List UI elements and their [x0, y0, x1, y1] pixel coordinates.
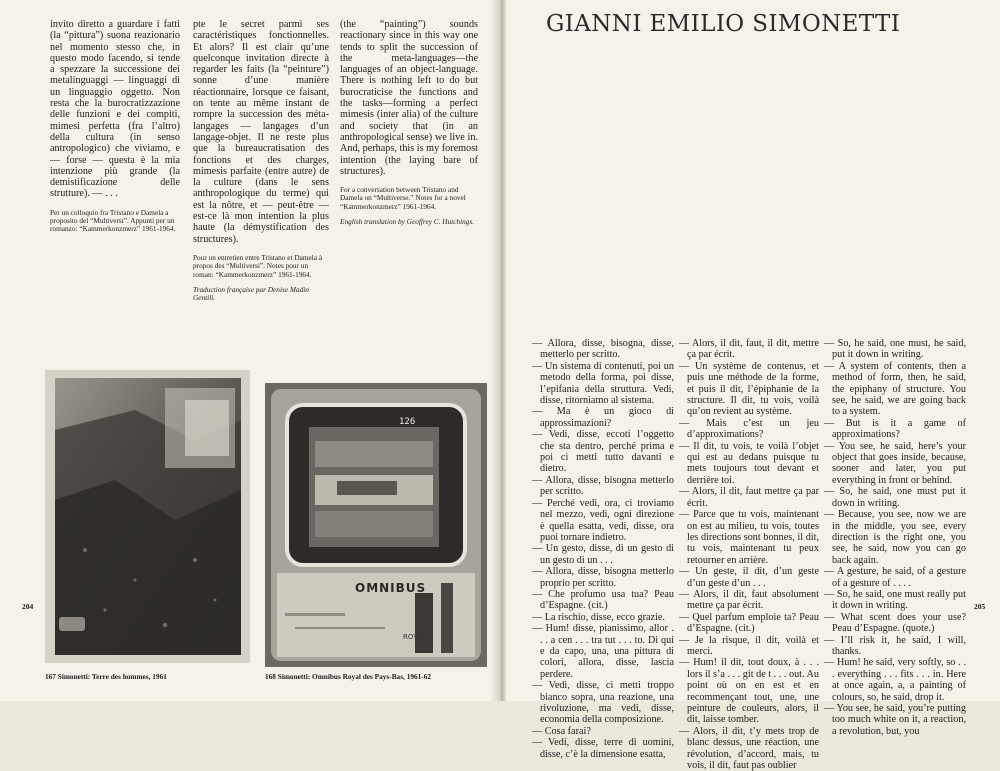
- dialogue-line: — Un système de contenus, et puis une méthode de la forme, et puis il dit, l’épiphanie de la structure. Il dit, tu vois, voilà qu’on revient au système.: [679, 360, 819, 418]
- english-text-column: [340, 19, 478, 226]
- dialogue-line: — A gesture, he said, of a gesture of a gesture of . . . .: [824, 566, 966, 589]
- dialogue-line: — Hum! disse, pianissimo, allor . . . a cen . . . tra tut . . . to. Di qui e da capo, una, una pittura di colori, allora, disse, lascia perdere.: [532, 623, 674, 680]
- dialogue-line: — Il dit, tu vois, te voilà l’objet qui est au dedans puisque tu mets toujours tout devant et derrière toi.: [679, 440, 819, 486]
- dialogue-line: — Allora, disse, bisogna, disse, metterlo per scritto.: [532, 338, 674, 361]
- italian-body: invito diretto a guardare i fatti (la “pittura”) suona reazionario nel momento stesso che, in questo modo facendo, si tende a spezzare la successione dei metalinguaggi — linguaggi di un linguaggio oggetto. Non resta che la burocratizzazione delle funzioni e dei compiti, mimesi perfetta (fra l’altro) della cultura (in senso antropologico) che viviamo, e — forse — questa è la mia intenzione più grande (la demistificazione delle strutture). — . . .: [50, 19, 180, 200]
- english-translation-credit: English translation by Geoffrey C. Hutchings.: [340, 217, 475, 227]
- dialogue-line: — Cosa farai?: [532, 725, 591, 737]
- english-dialogue-column: [824, 338, 966, 737]
- artwork-omnibus-royal: [265, 383, 487, 667]
- dialogue-line: — Vedi, disse, terre di uomini, disse, c’è la dimensione esatta,: [532, 737, 674, 760]
- artist-title: GIANNI EMILIO SIMONETTI: [546, 11, 901, 37]
- italian-note: Per un colloquio fra Tristano e Damela a proposito del “Multiversi”. Appunti per un romanzo: “Kammerkonzmerz” 1961-1964.: [50, 207, 176, 234]
- dialogue-line: — So, he said, one must, he said, put it down in writing.: [824, 338, 966, 361]
- french-translation-credit: Traduction française par Denise Madin Gentili.: [193, 284, 309, 303]
- dialogue-line: — Perché vedi, ora, ci troviamo nel mezzo, vedi, ogni direzione è quella esatta, vedi, disse, ora puoi tornare indietro.: [532, 497, 674, 543]
- dialogue-line: — Allora, disse, bisogna metterlo per scritto.: [532, 474, 674, 498]
- english-note: For a conversation between Tristano and Damela on “Multiverse.” Notes for a novel “Kammerkonzmerz” 1961-1964.: [340, 185, 466, 211]
- artwork-royal-lettering: ROYAL: [403, 633, 426, 641]
- dialogue-line: — La rischio, disse, ecco grazie.: [532, 611, 665, 623]
- dialogue-line: — Allora, disse, bisogna metterlo proprio per scritto.: [532, 566, 674, 589]
- dialogue-line: — A system of contents, then a method of form, then, he said, the epiphany of structure. You see, he said, we are going back to a system.: [824, 360, 966, 418]
- dialogue-line: — What scent does your use? Peau d’Espagne. (quote.): [824, 611, 966, 635]
- page-number-left: 204: [22, 602, 34, 611]
- dialogue-line: — Alors, il dit, t’y mets trop de blanc dessus, une réaction, une révolution, d’accord, mais, tu vois, il dit, faut pas oublier: [679, 725, 819, 771]
- dialogue-line: — Un geste, il dit, d’un geste d’un geste d’un . . .: [679, 566, 819, 589]
- dialogue-line: — Alors, il dit, faut mettre ça par écrit.: [679, 486, 819, 509]
- dialogue-line: — You see, he said, here’s your object that goes inside, because, sooner and later, you put everything in front or behind.: [824, 440, 966, 486]
- dialogue-line: — I’ll risk it, he said, I will, thanks.: [824, 634, 966, 657]
- dialogue-line: — Alors, il dit, faut, il dit, mettre ça par écrit.: [679, 338, 819, 361]
- caption-artwork-167: 167 Simonetti: Terre des hommes, 1961: [45, 672, 167, 681]
- dialogue-line: — But is it a game of approximations?: [824, 417, 966, 441]
- dialogue-line: — Je la risque, il dit, voilà et merci.: [679, 634, 819, 657]
- dialogue-line: — Hum! il dit, tout doux, à . . . lors il s’a . . . git de t . . . out. Au point où on en est et en recommençant tout, une, une peinture de couleurs, alors, il dit, laisse tomber.: [679, 657, 819, 726]
- dialogue-line: — Un gesto, disse, di un gesto di un gesto di un . . .: [532, 543, 674, 566]
- french-body: pte le secret parmi ses caractéristiques fonctionnelles. Et alors? Il est clair qu’une quelconque invitation directe à regarder les faits (la “peinture”) sonne d’une manière réactionnaire, lorsque ce faisant, on tente au même instant de rompre la succession des méta-langages — langages d’un langage-objet. Il ne reste plus que la bureaucratisation des fonctions et des charges, mimesis parfaite (entre autre) de la culture (dans le sens anthropologique du terme) qui est la nôtre, et — peut-être — est-ce là mon intention la plus haute (la démystification des structures).: [193, 19, 329, 245]
- dialogue-line: — Che profumo usa tua? Peau d’Espagne. (cit.): [532, 588, 674, 612]
- french-dialogue-column: [679, 338, 819, 771]
- caption-artwork-168: 168 Simonetti: Omnibus Royal des Pays-Bas, 1961-62: [265, 672, 432, 681]
- artwork-terre-des-hommes: [45, 370, 250, 663]
- french-note: Pour un entretien entre Tristano et Damela à propos des “Multiversi”. Notes pour un roman: “Kammerkonzmerz” 1961-1964.: [193, 252, 323, 279]
- dialogue-line: — Vedi, disse, ci metti troppo bianco sopra, una reazione, una rivoluzione, ma vedi, disse, economia della composizione.: [532, 680, 674, 726]
- dialogue-line: — So, he said, one must put it down in writing.: [824, 486, 966, 509]
- dialogue-line: — Vedi, disse, eccoti l’oggetto che sta dentro, perché prima e poi ci metti tutto davanti e dietro.: [532, 429, 674, 475]
- right-page: [506, 0, 1000, 771]
- dialogue-line: — Alors, il dit, faut absolument mettre ça par écrit.: [679, 588, 819, 612]
- dialogue-line: — So, he said, one must really put it down in writing.: [824, 588, 966, 612]
- italian-text-column: [50, 19, 180, 234]
- dialogue-line: — You see, he said, you’re putting too much white on it, a reaction, a revolution, but, you: [824, 703, 966, 737]
- artwork-omnibus-lettering: OMNIBUS: [355, 581, 427, 595]
- french-text-column: [193, 19, 329, 302]
- dialogue-line: — Ma è un gioco di approssimazioni?: [532, 406, 674, 429]
- english-body: (the “painting”) sounds reactionary since in this way one tends to split the succession of the meta-languages—the languages of an object-language. There is nothing left to do but burocraticise the functions and the tasks—forming a perfect mimesis (inter alia) of the culture and society that (in an anthropological sense) we live in. And, perhaps, this is my foremost intention (the laying bare of structures).: [340, 19, 478, 177]
- italian-dialogue-column: [532, 338, 674, 760]
- dialogue-line: — Parce que tu vois, maintenant on est au milieu, tu vois, toutes les directions sont bonnes, il dit, tu vois, maintenant tu peux retourner en arrière.: [679, 509, 819, 566]
- dialogue-line: — Quel parfum emploie ta? Peau d’Espagne. (cit.): [679, 611, 819, 635]
- page-number-right: 205: [974, 602, 986, 611]
- dialogue-line: — Hum! he said, very softly, so . . . everything . . . fits . . . in. Here at once again, a, a painting of colours, so, he said, drop it.: [824, 657, 966, 703]
- artwork-number-mark: 126: [399, 417, 416, 427]
- dialogue-line: — Mais c’est un jeu d’approximations?: [679, 417, 819, 441]
- left-page: [0, 0, 498, 701]
- dialogue-line: — Because, you see, now we are in the middle, you see, every direction is the right one, you see, he said, now you can go back again.: [824, 509, 966, 566]
- dialogue-line: — Un sistema di contenuti, poi un metodo della forma, poi disse, l’epifania della struttura. Vedi, disse, ritorniamo al sistema.: [532, 360, 674, 407]
